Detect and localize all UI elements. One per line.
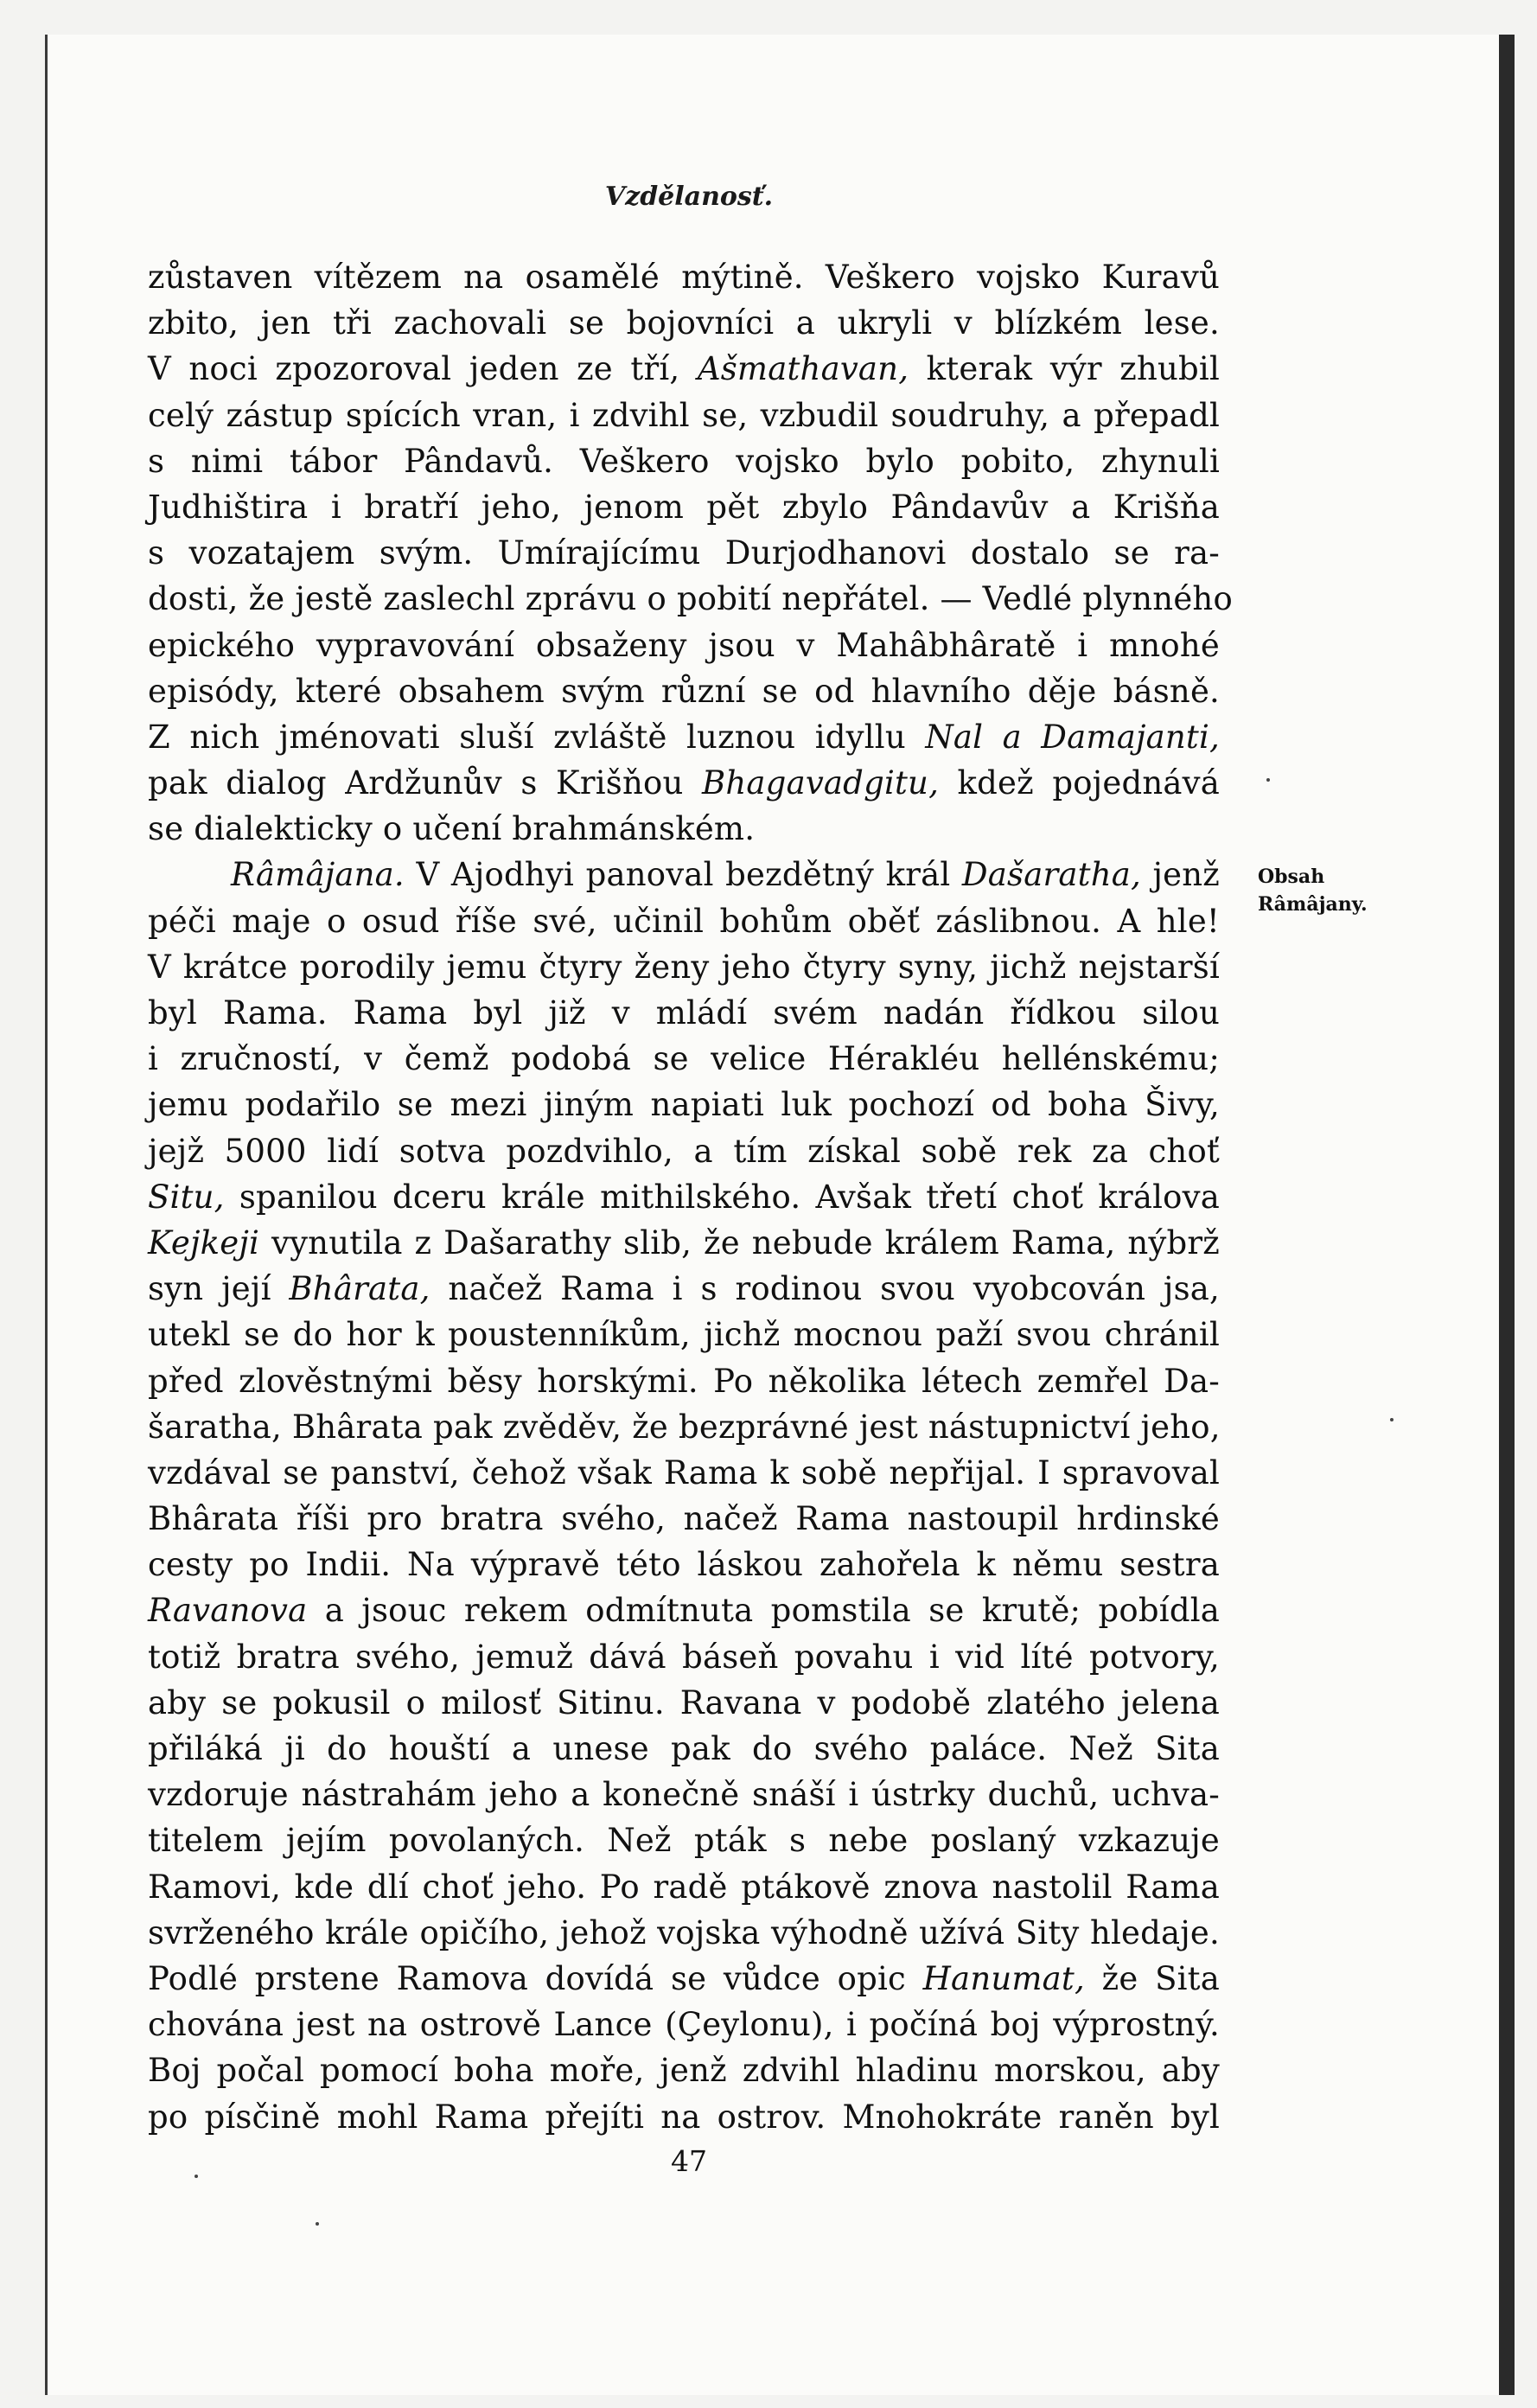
italic-title: Râmâjana. xyxy=(231,856,405,894)
text-line: Ramovi, kde dlí choť jeho. Po radě ptákově znova nastolil Rama xyxy=(148,1868,1220,1906)
italic-name: Dašaratha, xyxy=(961,856,1141,894)
scan-speck xyxy=(1266,778,1270,782)
text-line: V noci zpozoroval jeden ze tří, Ašmathavan, kterak výr zhubil xyxy=(148,350,1220,388)
text-line: Ravanova a jsouc rekem odmítnuta pomstila se krutě; pobídla xyxy=(148,1592,1220,1630)
text-line: titelem jejím povolaných. Než pták s nebe poslaný vzkazuje xyxy=(148,1822,1220,1860)
text-line: epického vypravování obsaženy jsou v Mahâbhâratě i mnohé xyxy=(148,626,1220,664)
text-line: episódy, které obsahem svým různí se od hlavního děje básně. xyxy=(148,672,1220,710)
text-line: zbito, jen tři zachovali se bojovníci a ukryli v blízkém lese. xyxy=(148,304,1220,342)
running-title: Vzdělanosť. xyxy=(604,182,774,212)
book-page xyxy=(45,35,1515,2395)
text-line: syn její Bhârata, načež Rama i s rodinou svou vyobcován jsa, xyxy=(148,1270,1221,1308)
margin-note-line: Obsah xyxy=(1258,865,1325,888)
italic-title: Bhagavadgitu, xyxy=(702,764,940,802)
scan-speck xyxy=(195,2175,198,2178)
text-line: totiž bratra svého, jemuž dává báseň povahu i vid líté potvory, xyxy=(148,1638,1220,1676)
text-line: vzdával se panství, čehož však Rama k sobě nepřijal. I spravoval xyxy=(148,1453,1220,1491)
italic-name: Hanumat, xyxy=(922,1959,1085,1997)
italic-name: Kejkeji xyxy=(148,1223,260,1261)
text-line: šaratha, Bhârata pak zvěděv, že bezprávné jest nástupnictví jeho, xyxy=(148,1408,1221,1446)
text-line: Kejkeji vynutila z Dašarathy slib, že nebude králem Rama, nýbrž xyxy=(148,1223,1220,1261)
margin-note xyxy=(1258,863,1370,918)
text-line: utekl se do hor k poustenníkům, jichž mocnou paží svou chránil xyxy=(148,1316,1220,1354)
text-line: Judhištira i bratří jeho, jenom pět zbylo Pândavův a Krišňa xyxy=(148,488,1220,526)
text-line: péči maje o osud říše své, učinil bohům oběť záslibnou. A hle! xyxy=(148,902,1220,940)
text-line: Z nich jménovati sluší zvláště luznou idyllu Nal a Damajanti, xyxy=(148,718,1220,756)
text-line: jemu podařilo se mezi jiným napiati luk pochozí od boha Šivy, xyxy=(148,1086,1220,1124)
text-line: pak dialog Ardžunův s Krišňou Bhagavadgitu, kdež pojednává xyxy=(148,764,1220,802)
text-line: před zlověstnými běsy horskými. Po několika létech zemřel Da- xyxy=(148,1362,1220,1400)
page-number: 47 xyxy=(671,2144,707,2178)
text-line: přiláká ji do houští a unese pak do svého paláce. Než Sita xyxy=(148,1730,1220,1767)
italic-name: Ašmathavan, xyxy=(697,350,909,388)
scan-speck xyxy=(1390,1418,1394,1421)
italic-name: Bhârata, xyxy=(289,1270,430,1308)
text-line: V krátce porodily jemu čtyry ženy jeho čtyry syny, jichž nejstarší xyxy=(148,948,1220,986)
text-line: Podlé prstene Ramova dovídá se vůdce opic Hanumat, že Sita xyxy=(148,1959,1220,1997)
text-line: Boj počal pomocí boha moře, jenž zdvihl hladinu morskou, aby xyxy=(148,2052,1220,2090)
body-text xyxy=(148,254,1233,2140)
text-line: Situ, spanilou dceru krále mithilského. Avšak třetí choť králova xyxy=(148,1178,1220,1216)
text-line: zůstaven vítězem na osamělé mýtině. Veškero vojsko Kuravů xyxy=(148,259,1220,296)
text-line: Râmâjana. V Ajodhyi panoval bezdětný král Dašaratha, jenž xyxy=(231,856,1221,894)
text-line: byl Rama. Rama byl již v mládí svém nadán řídkou silou xyxy=(148,994,1220,1032)
text-line: po písčině mohl Rama přejíti na ostrov. Mnohokráte raněn byl xyxy=(148,2098,1220,2136)
italic-name: Situ, xyxy=(148,1178,225,1216)
text-line: dosti, že jestě zaslechl zprávu o pobití nepřátel. — Vedlé plynného xyxy=(148,580,1233,618)
margin-note-line: Râmâjany. xyxy=(1258,893,1368,916)
text-line: svrženého krále opičího, jehož vojska výhodně užívá Sity hledaje. xyxy=(148,1913,1220,1951)
text-line: cesty po Indii. Na výpravě této láskou zahořela k němu sestra xyxy=(148,1546,1220,1584)
text-line: vzdoruje nástrahám jeho a konečně snáší i ústrky duchů, uchva- xyxy=(148,1776,1220,1814)
text-line: jejž 5000 lidí sotva pozdvihlo, a tím získal sobě rek za choť xyxy=(148,1132,1220,1170)
text-line: i zručností, v čemž podobá se velice Hérakléu hellénskému; xyxy=(148,1040,1220,1078)
text-line: chována jest na ostrově Lance (Çeylonu), i počíná boj výprostný. xyxy=(148,2006,1220,2044)
text-line: aby se pokusil o milosť Sitinu. Ravana v podobě zlatého jelena xyxy=(148,1683,1220,1721)
text-line: s vozatajem svým. Umírajícímu Durjodhanovi dostalo se ra- xyxy=(148,534,1220,572)
italic-title: Nal a Damajanti, xyxy=(925,718,1220,756)
text-line: se dialekticky o učení brahmánském. xyxy=(148,810,756,848)
text-line: celý zástup spících vran, i zdvihl se, vzbudil soudruhy, a přepadl xyxy=(148,396,1220,434)
text-line: s nimi tábor Pândavů. Veškero vojsko bylo pobito, zhynuli xyxy=(148,442,1220,480)
italic-name: Ravanova xyxy=(148,1592,308,1630)
scan-speck xyxy=(316,2222,319,2226)
text-line: Bhârata říši pro bratra svého, načež Rama nastoupil hrdinské xyxy=(148,1500,1220,1538)
